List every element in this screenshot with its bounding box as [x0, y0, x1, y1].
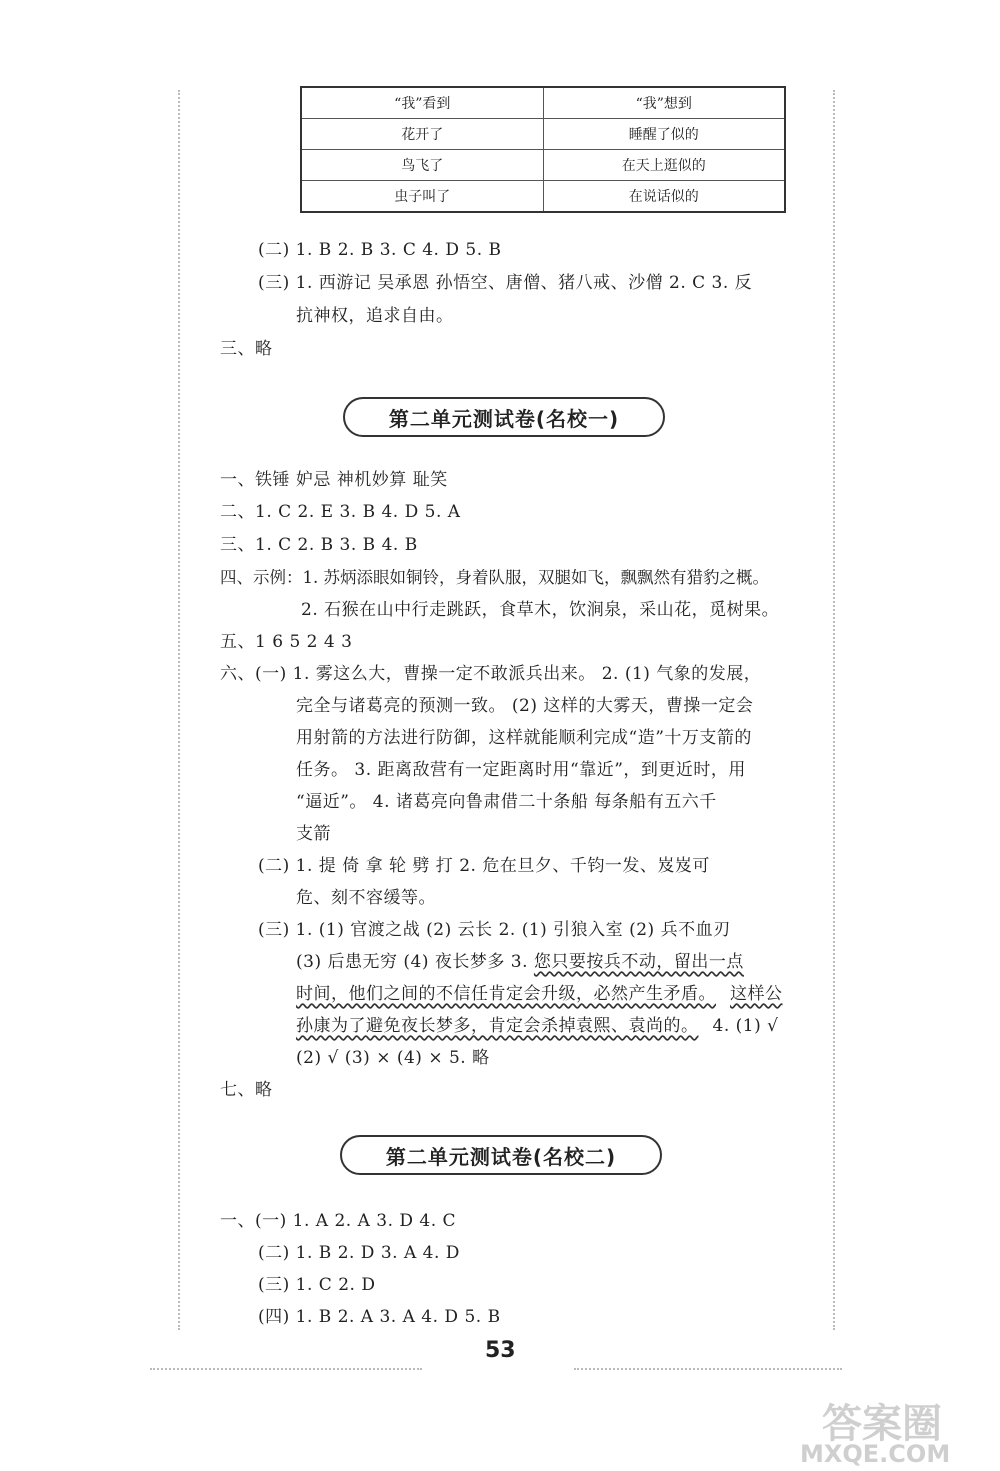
table-cell: 虫子叫了 — [301, 181, 543, 213]
table-cell: 睡醒了似的 — [543, 119, 785, 150]
section-banner-2: 第二单元测试卷(名校二) — [340, 1135, 662, 1175]
table-cell: 鸟飞了 — [301, 150, 543, 181]
watermark-logo-text: 答案圈 — [822, 1401, 942, 1447]
answer-line: 2. 石猴在山中行走跳跃，食草木，饮涧泉，采山花，觅树果。 — [301, 600, 780, 620]
page-number: 53 — [485, 1338, 516, 1363]
answer-line: (二) 1. B 2. B 3. C 4. D 5. B — [258, 240, 502, 260]
table-cell: 在天上逛似的 — [543, 150, 785, 181]
answer-line: 任务。 3. 距离敌营有一定距离时用“靠近”，到更近时，用 — [296, 760, 746, 780]
answer-line: 用射箭的方法进行防御，这样就能顺利完成“造”十万支箭的 — [296, 728, 752, 748]
footer-dotted-line — [574, 1368, 842, 1370]
answer-line: 抗神权，追求自由。 — [296, 306, 454, 326]
answer-line: (二) 1. B 2. D 3. A 4. D — [258, 1243, 460, 1263]
table-cell: 在说话似的 — [543, 181, 785, 213]
table-row — [301, 150, 785, 181]
wavy-underlined-text: 您只要按兵不动，留出一点 — [533, 952, 744, 972]
wavy-underlined-text: 这样公 — [730, 984, 783, 1004]
table-cell: 花开了 — [301, 119, 543, 150]
answer-line: 三、略 — [220, 339, 273, 359]
answer-line: (三) 1. C 2. D — [258, 1275, 376, 1295]
table-row — [301, 181, 785, 213]
answer-line: 六、(一) 1. 雾这么大，曹操一定不敢派兵出来。 2. (1) 气象的发展， — [220, 664, 762, 684]
observation-table — [300, 86, 786, 213]
answer-line: 五、1 6 5 2 4 3 — [220, 632, 353, 652]
answer-line: (三) 1. (1) 官渡之战 (2) 云长 2. (1) 引狼入室 (2) 兵不血刃 — [258, 920, 731, 940]
answer-line — [296, 982, 783, 1006]
footer-dotted-line — [150, 1368, 422, 1370]
answer-line: (2) √ (3) × (4) × 5. 略 — [296, 1048, 490, 1068]
answer-line: 三、1. C 2. B 3. B 4. B — [220, 535, 418, 555]
table-header-cell: “我”想到 — [543, 87, 785, 119]
left-margin-dotted-line — [178, 90, 180, 1330]
answer-line: (二) 1. 提 倚 拿 轮 劈 打 2. 危在旦夕、千钧一发、岌岌可 — [258, 856, 710, 876]
answer-line: 七、略 — [220, 1080, 273, 1100]
answer-text: (3) 后患无穷 (4) 夜长梦多 3. — [296, 952, 534, 972]
table-header-cell: “我”看到 — [301, 87, 543, 119]
wavy-underlined-text: 时间，他们之间的不信任肯定会升级，必然产生矛盾。 — [296, 984, 716, 1004]
answer-line: (三) 1. 西游记 吴承恩 孙悟空、唐僧、猪八戒、沙僧 2. C 3. 反 — [258, 273, 753, 293]
answer-line: (四) 1. B 2. A 3. A 4. D 5. B — [258, 1307, 501, 1327]
wavy-underlined-text: 孙康为了避免夜长梦多，肯定会杀掉袁熙、袁尚的。 — [296, 1016, 699, 1036]
answer-line: 危、刻不容缓等。 — [296, 888, 436, 908]
answer-line: 二、1. C 2. E 3. B 4. D 5. A — [220, 502, 461, 522]
answer-line: 完全与诸葛亮的预测一致。 (2) 这样的大雾天，曹操一定会 — [296, 696, 754, 716]
answer-text: 4. (1) √ — [712, 1016, 779, 1036]
answer-line — [296, 1014, 778, 1038]
answer-line: “逼近”。 4. 诸葛亮向鲁肃借二十条船 每条船有五六千 — [296, 792, 717, 812]
answer-line: 支箭 — [296, 824, 331, 844]
watermark-url-text: MXQE.COM — [800, 1440, 951, 1468]
section-banner-1: 第二单元测试卷(名校一) — [343, 397, 665, 437]
answer-line: 四、示例：1. 苏炳添眼如铜铃，身着队服，双腿如飞，飘飘然有猎豹之概。 — [220, 568, 769, 587]
right-margin-dotted-line — [833, 90, 835, 1330]
table-row — [301, 119, 785, 150]
table-header-row — [301, 87, 785, 119]
answer-line: 一、(一) 1. A 2. A 3. D 4. C — [220, 1211, 457, 1231]
answer-line — [296, 950, 744, 974]
answer-line: 一、铁锤 妒忌 神机妙算 耻笑 — [220, 470, 448, 490]
